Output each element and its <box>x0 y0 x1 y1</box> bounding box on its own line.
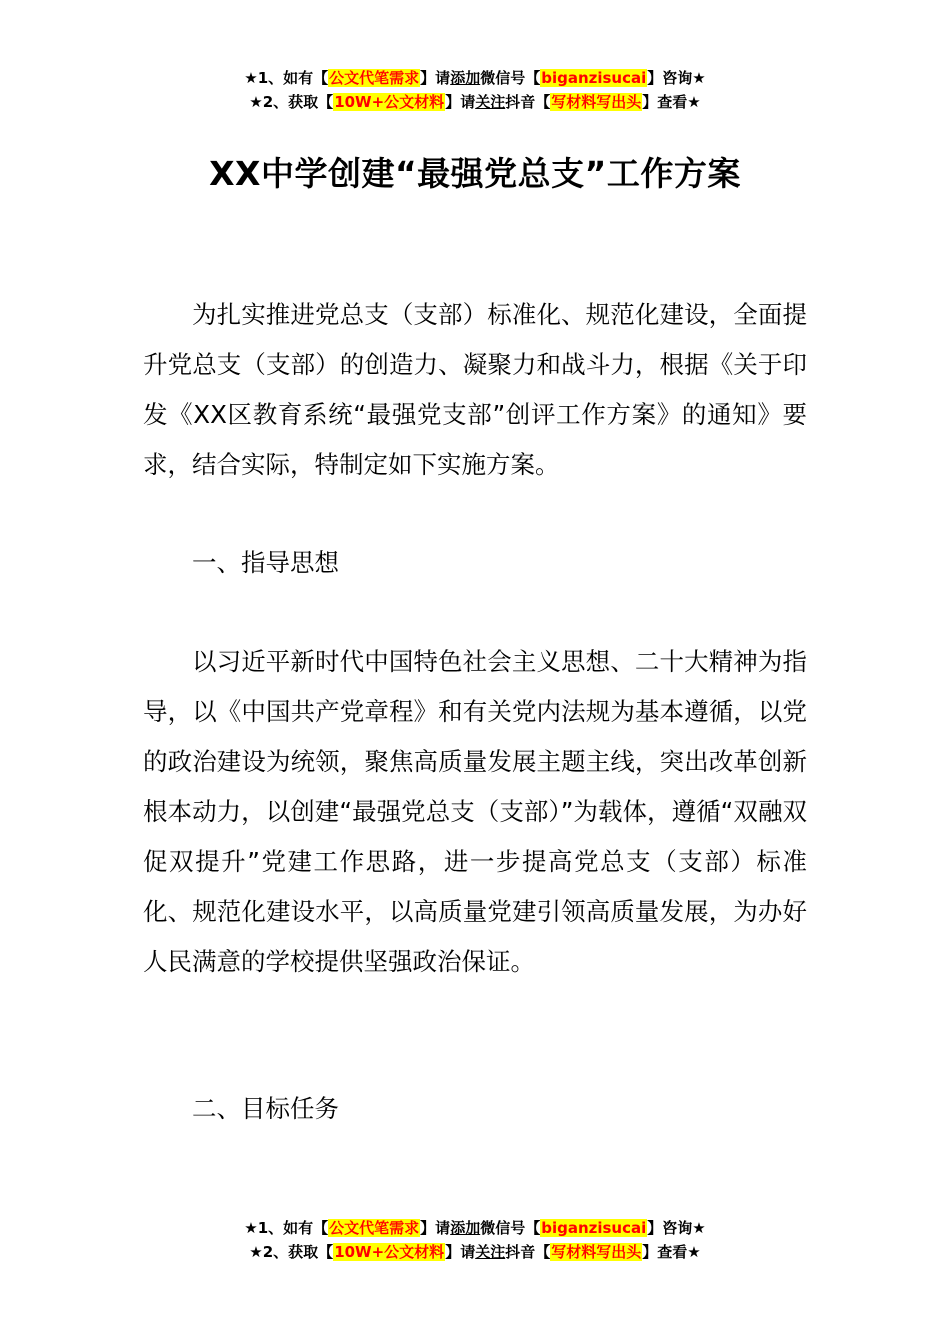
promo-highlight: 10W+公文材料 <box>334 1243 445 1261</box>
promo-line-2 <box>0 1240 950 1264</box>
promo-line-1 <box>0 66 950 90</box>
section-heading-2: 二、目标任务 <box>192 1094 339 1123</box>
promo-text: ★2、获取【 <box>249 1243 334 1261</box>
section-body-1: 以习近平新时代中国特色社会主义思想、二十大精神为指导，以《中国共产党章程》和有关党内法规为基本遵循，以党的政治建设为统领，聚焦高质量发展主题主线，突出改革创新根本动力，以创建“最强党总支（支部）”为载体，遵循“双融双促双提升”党建工作思路，进一步提高党总支（支部）标准化、规范化建设水平，以高质量党建引领高质量发展，为办好人民满意的学校提供坚强政治保证。 <box>143 647 807 976</box>
promo-highlight: 10W+公文材料 <box>334 93 445 111</box>
promo-underline: 关注 <box>475 93 506 111</box>
promo-highlight: 写材料写出头 <box>551 1243 642 1261</box>
promo-text: 抖音【 <box>505 1243 551 1261</box>
promo-text: ★2、获取【 <box>249 93 334 111</box>
promo-text: 微信号【 <box>480 1219 541 1237</box>
promo-text: 】请 <box>445 1243 476 1261</box>
section-1 <box>143 538 807 588</box>
section-heading-1: 一、指导思想 <box>192 548 339 577</box>
document-body <box>143 290 807 490</box>
intro-paragraph: 为扎实推进党总支（支部）标准化、规范化建设，全面提升党总支（支部）的创造力、凝聚力和战斗力，根据《关于印发《XX区教育系统“最强党支部”创评工作方案》的通知》要求，结合实际，特制定如下实施方案。 <box>143 300 807 479</box>
section-2 <box>143 1084 807 1134</box>
promo-underline: 添加 <box>450 69 481 87</box>
promo-highlight: 写材料写出头 <box>551 93 642 111</box>
promo-highlight: 公文代笔需求 <box>329 1219 420 1237</box>
promo-text: 】查看★ <box>642 93 701 111</box>
promo-text: 】咨询★ <box>647 69 706 87</box>
document-title: XX中学创建“最强党总支”工作方案 <box>209 154 741 193</box>
promo-line-1 <box>0 1216 950 1240</box>
promo-text: 微信号【 <box>480 69 541 87</box>
promo-text: 抖音【 <box>505 93 551 111</box>
promo-highlight: 公文代笔需求 <box>329 69 420 87</box>
promo-underline: 添加 <box>450 1219 481 1237</box>
promo-text: 】请 <box>420 1219 451 1237</box>
promo-banner-bottom <box>0 1216 950 1264</box>
promo-text: ★1、如有【 <box>244 1219 329 1237</box>
promo-line-2 <box>0 90 950 114</box>
promo-text: 】请 <box>420 69 451 87</box>
section-1-content <box>143 637 807 987</box>
promo-highlight: biganzisucai <box>541 1219 647 1237</box>
promo-text: 】查看★ <box>642 1243 701 1261</box>
promo-text: 】请 <box>445 93 476 111</box>
promo-text: 】咨询★ <box>647 1219 706 1237</box>
promo-highlight: biganzisucai <box>541 69 647 87</box>
promo-text: ★1、如有【 <box>244 69 329 87</box>
promo-banner-top <box>0 66 950 114</box>
promo-underline: 关注 <box>475 1243 506 1261</box>
